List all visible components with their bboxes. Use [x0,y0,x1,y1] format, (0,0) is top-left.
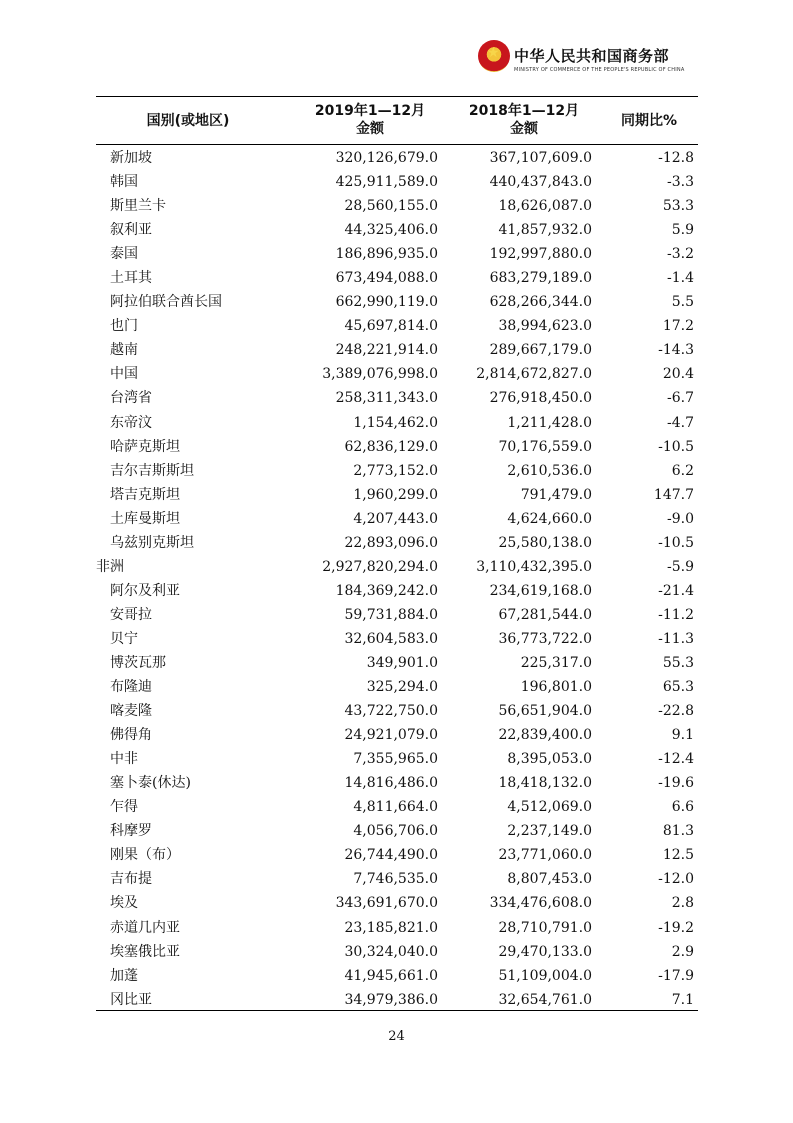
country-cell: 叙利亚 [110,222,152,239]
amount-2018-cell: 2,610,536.0 [507,462,592,479]
amount-2019-cell: 320,126,679.0 [335,150,438,166]
amount-2019-cell: 7,355,965.0 [353,751,438,768]
country-cell: 博茨瓦那 [110,654,166,671]
table-row [96,290,698,314]
yoy-cell: 6.6 [671,799,694,816]
yoy-cell: 17.2 [662,318,694,335]
amount-2019-cell: 26,744,490.0 [344,847,438,864]
amount-2018-cell: 2,814,672,827.0 [476,366,592,383]
yoy-cell: -5.9 [667,558,694,575]
table-row [96,242,698,266]
yoy-cell: -19.2 [658,919,694,936]
amount-2019-cell: 28,560,155.0 [344,198,438,215]
country-cell: 东帝汶 [110,414,152,431]
yoy-cell: 5.9 [671,222,694,239]
yoy-cell: 2.8 [671,895,694,912]
amount-2019-cell: 43,722,750.0 [344,703,438,720]
yoy-cell: -10.5 [658,534,694,551]
yoy-cell: 53.3 [662,198,694,215]
table-header-rule [96,144,698,145]
amount-2019-cell: 34,979,386.0 [344,991,438,1008]
amount-2019-cell: 44,325,406.0 [344,222,438,239]
yoy-cell: -12.4 [658,751,694,768]
country-cell: 刚果（布） [110,847,180,864]
yoy-cell: 7.1 [671,991,694,1008]
table-row [96,819,698,843]
table-row [96,507,698,531]
country-cell: 泰国 [110,246,138,263]
country-cell: 韩国 [110,174,138,191]
amount-2018-cell: 28,710,791.0 [498,919,592,936]
country-cell: 乍得 [110,799,138,816]
amount-2018-cell: 4,512,069.0 [507,799,592,816]
amount-2018-cell: 234,619,168.0 [489,582,592,599]
country-cell: 布隆迪 [110,679,152,696]
amount-2018-cell: 276,918,450.0 [489,390,592,407]
amount-2018-cell: 196,801.0 [520,679,592,696]
column-header-2019-period: 2019年1—12月 [314,103,426,119]
amount-2019-cell: 343,691,670.0 [335,895,438,912]
country-cell: 埃塞俄比亚 [110,943,180,960]
amount-2018-cell: 440,437,843.0 [489,174,592,191]
amount-2018-cell: 628,266,344.0 [489,294,592,311]
table-body [96,146,698,1012]
table-row [96,266,698,290]
yoy-cell: -19.6 [658,775,694,792]
yoy-cell: -21.4 [658,582,694,599]
amount-2018-cell: 2,237,149.0 [507,823,592,840]
amount-2019-cell: 30,324,040.0 [344,943,438,960]
column-header-yoy: 同期比% [620,113,678,129]
amount-2018-cell: 25,580,138.0 [498,534,592,551]
amount-2019-cell: 258,311,343.0 [335,390,438,407]
amount-2019-cell: 4,811,664.0 [353,799,438,816]
region-row [96,555,698,579]
amount-2018-cell: 8,395,053.0 [507,751,592,768]
amount-2018-cell: 791,479.0 [520,486,592,503]
yoy-cell: -12.8 [658,150,694,166]
table-row [96,170,698,194]
amount-2018-cell: 683,279,189.0 [489,270,592,287]
table-row [96,579,698,603]
table-row [96,675,698,699]
table-row [96,747,698,771]
yoy-cell: -14.3 [658,342,694,359]
country-cell: 阿拉伯联合酋长国 [110,294,222,311]
table-row [96,795,698,819]
column-header-2019-amount: 金额 [356,121,384,137]
country-cell: 加蓬 [110,967,138,984]
amount-2018-cell: 32,654,761.0 [498,991,592,1008]
table-row [96,411,698,435]
country-cell: 埃及 [110,895,138,912]
table-row [96,531,698,555]
country-cell: 台湾省 [110,390,152,407]
yoy-cell: 55.3 [662,654,694,671]
amount-2019-cell: 22,893,096.0 [344,534,438,551]
amount-2018-cell: 29,470,133.0 [498,943,592,960]
amount-2019-cell: 62,836,129.0 [344,438,438,455]
yoy-cell: 147.7 [653,486,694,503]
country-cell: 中国 [110,366,138,383]
amount-2019-cell: 4,207,443.0 [353,510,438,527]
amount-2019-cell: 186,896,935.0 [335,246,438,263]
table-row [96,603,698,627]
amount-2019-cell: 349,901.0 [366,654,438,671]
country-cell: 赤道几内亚 [110,919,180,936]
country-cell: 塔吉克斯坦 [110,486,180,503]
table-row [96,627,698,651]
amount-2019-cell: 59,731,884.0 [344,606,438,623]
amount-2019-cell: 2,773,152.0 [353,462,438,479]
amount-2018-cell: 1,211,428.0 [507,414,592,431]
amount-2018-cell: 38,994,623.0 [498,318,592,335]
table-row [96,916,698,940]
column-header-2019 [312,102,428,138]
column-header-2018 [466,102,582,138]
yoy-cell: 9.1 [671,727,694,744]
table-row [96,146,698,170]
table-row [96,651,698,675]
amount-2019-cell: 248,221,914.0 [335,342,438,359]
table-row [96,988,698,1012]
country-cell: 贝宁 [110,630,138,647]
country-cell: 佛得角 [110,727,152,744]
amount-2019-cell: 184,369,242.0 [335,582,438,599]
amount-2018-cell: 3,110,432,395.0 [476,558,592,575]
amount-2019-cell: 1,960,299.0 [353,486,438,503]
amount-2019-cell: 3,389,076,998.0 [322,366,438,383]
amount-2019-cell: 425,911,589.0 [335,174,438,191]
amount-2018-cell: 56,651,904.0 [498,703,592,720]
yoy-cell: -6.7 [667,390,694,407]
yoy-cell: 6.2 [671,462,694,479]
yoy-cell: 2.9 [671,943,694,960]
table-row [96,843,698,867]
column-header-country: 国别(或地区) [146,113,230,129]
country-cell: 土库曼斯坦 [110,510,180,527]
country-cell: 斯里兰卡 [110,198,166,215]
country-cell: 也门 [110,318,138,335]
amount-2018-cell: 18,418,132.0 [498,775,592,792]
country-cell: 新加坡 [110,150,152,166]
table-row [96,723,698,747]
table-row [96,867,698,891]
amount-2018-cell: 36,773,722.0 [498,630,592,647]
amount-2018-cell: 22,839,400.0 [498,727,592,744]
amount-2019-cell: 4,056,706.0 [353,823,438,840]
page-number: 24 [388,1029,405,1044]
country-cell: 土耳其 [110,270,152,287]
table-row [96,964,698,988]
table-row [96,771,698,795]
amount-2018-cell: 67,281,544.0 [498,606,592,623]
column-header-2018-amount: 金额 [510,121,538,137]
amount-2018-cell: 289,667,179.0 [489,342,592,359]
table-row [96,194,698,218]
yoy-cell: -11.2 [658,606,694,623]
country-cell: 喀麦隆 [110,703,152,720]
yoy-cell: -11.3 [658,630,694,647]
table-bottom-rule [96,1010,698,1011]
yoy-cell: -12.0 [658,871,694,888]
yoy-cell: -1.4 [667,270,694,287]
yoy-cell: -17.9 [658,967,694,984]
amount-2018-cell: 51,109,004.0 [498,967,592,984]
amount-2018-cell: 192,997,880.0 [489,246,592,263]
amount-2019-cell: 7,746,535.0 [353,871,438,888]
amount-2018-cell: 334,476,608.0 [489,895,592,912]
amount-2019-cell: 32,604,583.0 [344,630,438,647]
yoy-cell: 20.4 [662,366,694,383]
country-cell: 科摩罗 [110,823,152,840]
ministry-name-cn: 中华人民共和国商务部 [514,47,670,65]
table-row [96,338,698,362]
table-row [96,459,698,483]
yoy-cell: 12.5 [662,847,694,864]
amount-2019-cell: 41,945,661.0 [344,967,438,984]
national-emblem-icon: ★ [478,40,510,72]
amount-2018-cell: 23,771,060.0 [498,847,592,864]
yoy-cell: -3.2 [667,246,694,263]
amount-2018-cell: 70,176,559.0 [498,438,592,455]
table-row [96,940,698,964]
country-cell: 乌兹别克斯坦 [110,534,194,551]
table-row [96,483,698,507]
amount-2019-cell: 24,921,079.0 [344,727,438,744]
column-header-2018-period: 2018年1—12月 [468,103,580,119]
table-row [96,218,698,242]
amount-2019-cell: 14,816,486.0 [344,775,438,792]
amount-2018-cell: 4,624,660.0 [507,510,592,527]
amount-2019-cell: 1,154,462.0 [353,414,438,431]
table-row [96,362,698,386]
country-cell: 非洲 [96,558,124,575]
amount-2019-cell: 673,494,088.0 [335,270,438,287]
country-cell: 阿尔及利亚 [110,582,180,599]
table-row [96,891,698,915]
country-cell: 冈比亚 [110,991,152,1008]
country-cell: 吉布提 [110,871,152,888]
table-row [96,386,698,410]
amount-2019-cell: 45,697,814.0 [344,318,438,335]
yoy-cell: -3.3 [667,174,694,191]
table-row [96,435,698,459]
amount-2018-cell: 41,857,932.0 [498,222,592,239]
yoy-cell: -4.7 [667,414,694,431]
yoy-cell: 81.3 [662,823,694,840]
country-cell: 越南 [110,342,138,359]
amount-2018-cell: 225,317.0 [520,654,592,671]
ministry-name-en: MINISTRY OF COMMERCE OF THE PEOPLE'S REPUBLIC OF CHINA [514,67,685,73]
amount-2019-cell: 2,927,820,294.0 [322,558,438,575]
country-cell: 哈萨克斯坦 [110,438,180,455]
yoy-cell: 65.3 [662,679,694,696]
yoy-cell: -9.0 [667,510,694,527]
yoy-cell: 5.5 [671,294,694,311]
table-top-rule [96,96,698,97]
country-cell: 中非 [110,751,138,768]
amount-2018-cell: 367,107,609.0 [489,150,592,166]
country-cell: 安哥拉 [110,606,152,623]
amount-2019-cell: 662,990,119.0 [335,294,438,311]
table-row [96,699,698,723]
country-cell: 吉尔吉斯斯坦 [110,462,194,479]
table-row [96,314,698,338]
country-cell: 塞卜泰(休达) [110,775,191,792]
amount-2018-cell: 18,626,087.0 [498,198,592,215]
yoy-cell: -22.8 [658,703,694,720]
amount-2019-cell: 23,185,821.0 [344,919,438,936]
amount-2018-cell: 8,807,453.0 [507,871,592,888]
yoy-cell: -10.5 [658,438,694,455]
amount-2019-cell: 325,294.0 [366,679,438,696]
